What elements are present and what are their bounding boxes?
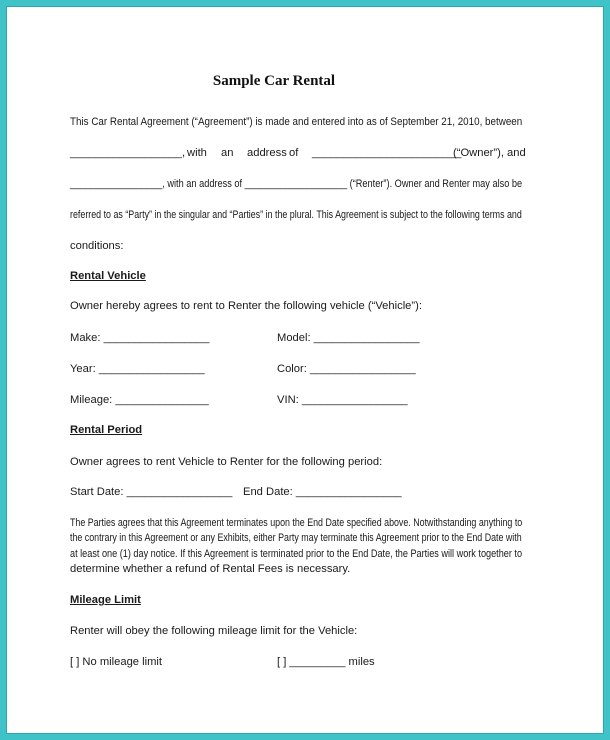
field-color: Color: _________________ — [277, 363, 416, 375]
rental-vehicle-text: Owner hereby agrees to rent to Renter the following vehicle (“Vehicle”): — [70, 300, 422, 312]
option-no-mileage-limit: [ ] No mileage limit — [70, 656, 163, 668]
owner-label: (“Owner”), — [453, 147, 504, 159]
termination-line-1: The Parties agrees that this Agreement terminates upon the End Date specified above. Notwithstanding anything to — [70, 517, 523, 529]
option-miles-limit: [ ] _________ miles — [277, 656, 375, 668]
field-make: Make: _________________ — [70, 332, 210, 344]
intro-line-4: referred to as “Party” in the singular and “Parties” in the plural. This Agreement is subject to the following terms and — [70, 209, 522, 221]
document-page — [6, 6, 604, 734]
mileage-limit-text: Renter will obey the following mileage limit for the Vehicle: — [70, 625, 358, 637]
blank-owner-name: __________________, — [70, 147, 186, 159]
field-mileage: Mileage: _______________ — [70, 394, 209, 406]
field-vin: VIN: _________________ — [277, 394, 408, 406]
field-end-date: End Date: _________________ — [243, 486, 402, 498]
word-address: address — [247, 147, 287, 159]
word-with: with — [187, 147, 207, 159]
termination-line-2: the contrary in this Agreement or any Exhibits, either Party may terminate this Agreement prior to the End Date with — [70, 532, 522, 544]
intro-line-5: conditions: — [70, 240, 124, 252]
field-start-date: Start Date: _________________ — [70, 486, 233, 498]
intro-line-1: This Car Rental Agreement (“Agreement”) is made and entered into as of September 21, 2010, between — [70, 116, 523, 128]
blank-owner-address: ________________________ — [312, 147, 462, 159]
heading-mileage-limit: Mileage Limit — [70, 594, 141, 606]
word-an: an — [221, 147, 234, 159]
document-title: Sample Car Rental — [212, 73, 336, 89]
termination-line-4: determine whether a refund of Rental Fees is necessary. — [70, 563, 351, 575]
termination-line-3: at least one (1) day notice. If this Agreement is terminated prior to the End Date, the Parties will work together to — [70, 548, 523, 560]
rental-period-text: Owner agrees to rent Vehicle to Renter for the following period: — [70, 456, 383, 468]
heading-rental-period: Rental Period — [70, 424, 143, 436]
field-year: Year: _________________ — [70, 363, 205, 375]
word-of: of — [289, 147, 299, 159]
field-model: Model: _________________ — [277, 332, 420, 344]
word-and: and — [507, 147, 526, 159]
intro-line-3: __________________, with an address of ____________________ (“Renter”). Owner and Renter may also be — [70, 178, 523, 190]
heading-rental-vehicle: Rental Vehicle — [70, 270, 146, 282]
